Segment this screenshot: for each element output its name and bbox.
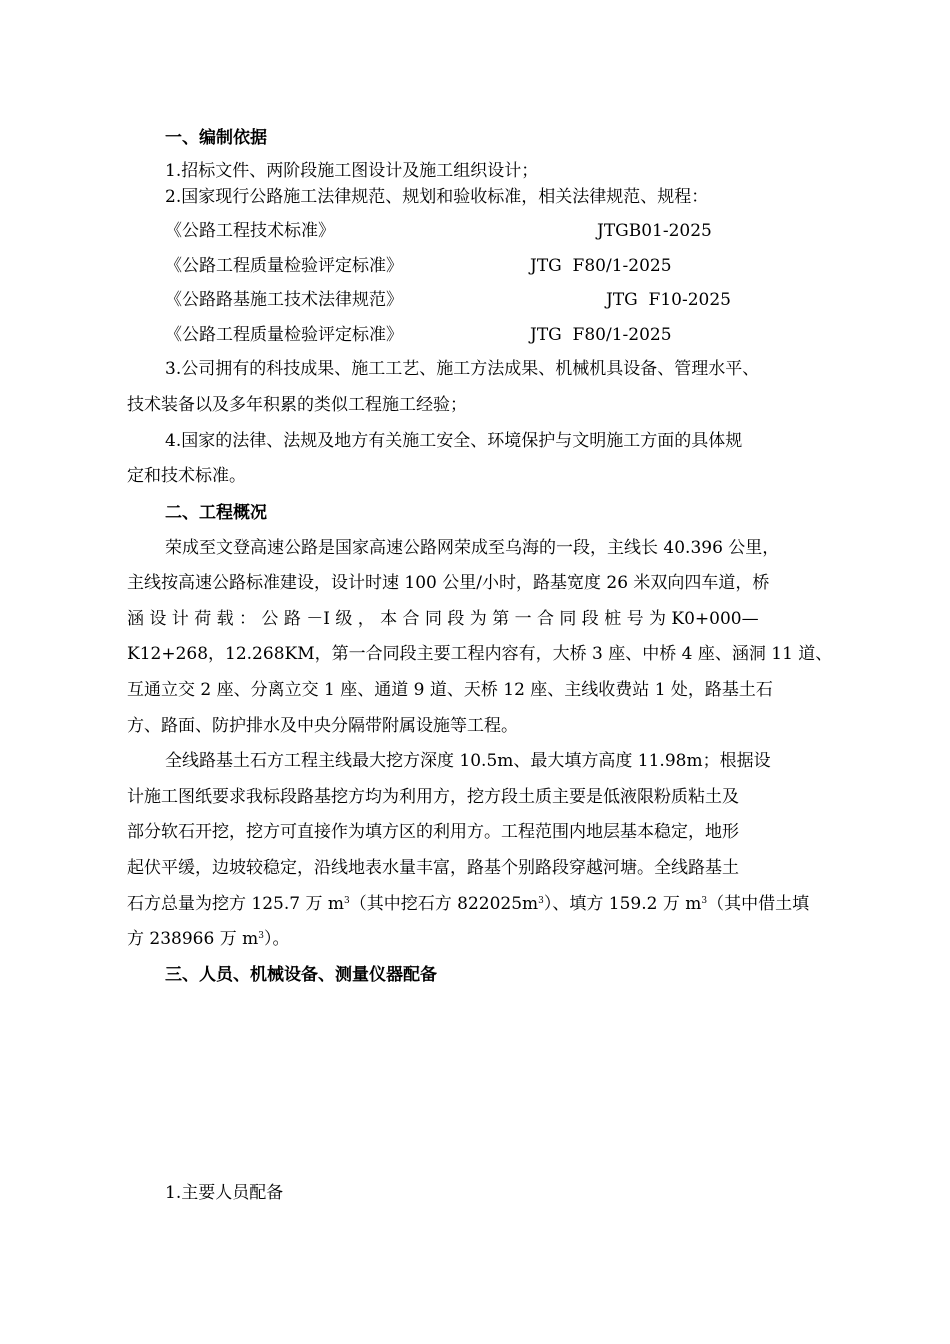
section1-item4-line1: 4.国家的法律、法规及地方有关施工安全、环境保护与文明施工方面的具体规 (165, 431, 743, 451)
standard-title-4: 《公路工程质量检验评定标准》 (165, 325, 403, 345)
section2-para2-line4: 起伏平缓，边坡较稳定，沿线地表水量丰富，路基个别路段穿越河塘。全线路基土 (127, 858, 739, 878)
standard-code-3: JTG F10-2025 (606, 290, 731, 310)
standard-title-1: 《公路工程技术标准》 (165, 221, 335, 241)
line5-part-b: （其中挖石方 822025m (349, 894, 539, 914)
superscript-3: 3 (344, 896, 350, 906)
standard-code-2: JTG F80/1-2025 (530, 256, 672, 276)
section2-para2-line3: 部分软石开挖，挖方可直接作为填方区的利用方。工程范围内地层基本稳定，地形 (127, 822, 739, 842)
section2-para1-line4: K12+268，12.268KM，第一合同段主要工程内容有，大桥 3 座、中桥 4 座、涵洞 11 道、 (127, 644, 833, 664)
line5-part-d: （其中借土填 (707, 894, 810, 914)
section2-para2-line5 (127, 893, 809, 915)
section2-para1-line2: 主线按高速公路标准建设，设计时速 100 公里/小时，路基宽度 26 米双向四车道，桥 (127, 573, 770, 593)
standard-title-2: 《公路工程质量检验评定标准》 (165, 256, 403, 276)
section1-item3-line2: 技术装备以及多年积累的类似工程施工经验； (127, 395, 467, 415)
section3-item1: 1.主要人员配备 (165, 1183, 284, 1203)
standard-code-1: JTGB01-2025 (597, 221, 712, 241)
section1-heading: 一、编制依据 (165, 128, 267, 148)
line6-part-a: 方 238966 万 m (127, 929, 259, 949)
section2-heading: 二、工程概况 (165, 503, 267, 523)
section1-item4-line2: 定和技术标准。 (127, 466, 246, 486)
line6-part-b: ）。 (263, 929, 290, 949)
section3-heading: 三、人员、机械设备、测量仪器配备 (165, 965, 437, 985)
section2-para1-line6: 方、路面、防护排水及中央分隔带附属设施等工程。 (127, 716, 518, 736)
standard-code-4: JTG F80/1-2025 (530, 325, 672, 345)
line5-part-c: ）、填方 159.2 万 m (543, 894, 702, 914)
section2-para1-line5: 互通立交 2 座、分离立交 1 座、通道 9 道、天桥 12 座、主线收费站 1 处，路基土石 (127, 680, 773, 700)
section2-para2-line1: 全线路基土石方工程主线最大挖方深度 10.5m、最大填方高度 11.98m；根据设 (165, 751, 771, 771)
section2-para2-line6 (127, 928, 289, 950)
section2-para1-line1: 荣成至文登高速公路是国家高速公路网荣成至乌海的一段，主线长 40.396 公里， (165, 538, 780, 558)
superscript-3: 3 (538, 896, 544, 906)
superscript-3: 3 (258, 931, 264, 941)
superscript-3: 3 (701, 896, 708, 906)
section2-para1-line3: 涵 设 计 荷 载 ： 公 路 －Ⅰ 级 ， 本 合 同 段 为 第 一 合 同 段 桩 号 为 K0+000— (127, 609, 759, 629)
line5-part-a: 石方总量为挖方 125.7 万 m (127, 894, 344, 914)
section2-para2-line2: 计施工图纸要求我标段路基挖方均为利用方，挖方段土质主要是低液限粉质粘土及 (127, 787, 739, 807)
section1-item1: 1.招标文件、两阶段施工图设计及施工组织设计； (165, 161, 539, 181)
standard-title-3: 《公路路基施工技术法律规范》 (165, 290, 403, 310)
section1-item3-line1: 3.公司拥有的科技成果、施工工艺、施工方法成果、机械机具设备、管理水平、 (165, 359, 760, 379)
section1-item2: 2.国家现行公路施工法律规范、规划和验收标准，相关法律规范、规程： (165, 187, 709, 207)
